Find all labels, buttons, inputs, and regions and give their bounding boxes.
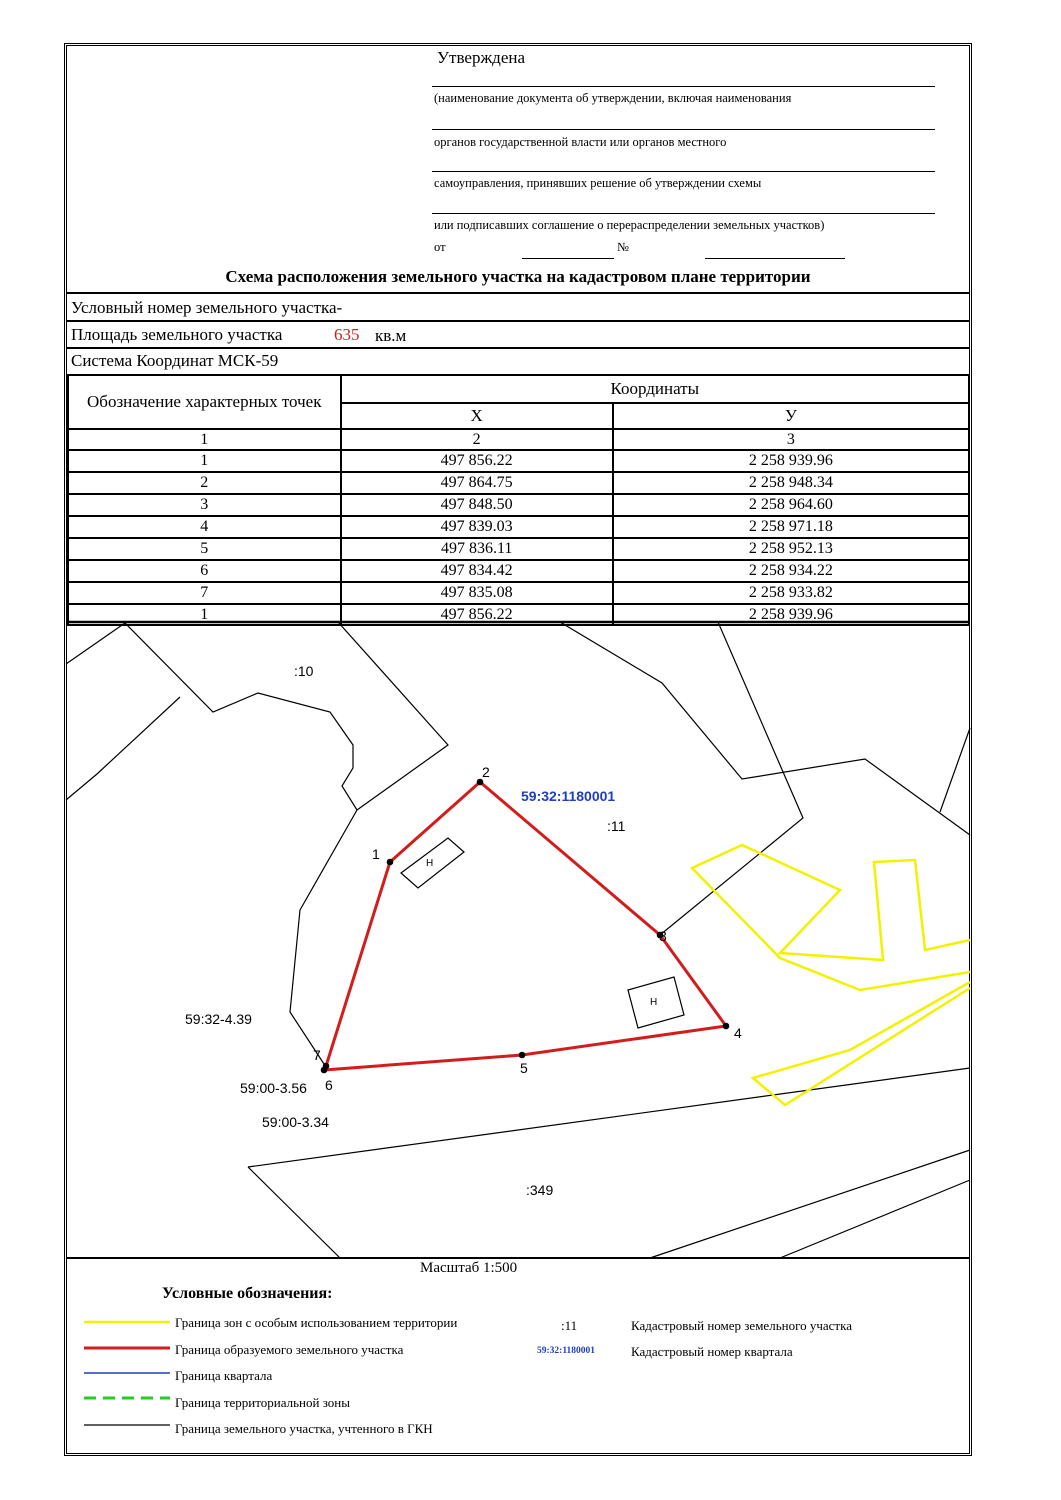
area-unit: кв.м <box>375 326 407 345</box>
x-cell: 497 856.22 <box>341 450 613 472</box>
x-cell: 497 839.03 <box>341 516 613 538</box>
legend-item-territorial-zone: Граница территориальной зоны <box>175 1395 350 1410</box>
point-cell: 1 <box>68 450 341 472</box>
legend-item-parcel: Граница образуемого земельного участка <box>175 1342 404 1357</box>
point-cell: 1 <box>68 604 341 625</box>
area-label: Площадь земельного участка <box>71 325 283 344</box>
quarter-label: 59:32:1180001 <box>521 788 616 804</box>
approval-text-2: органов государственной власти или органов местного <box>434 135 727 149</box>
coord-system: Система Координат МСК-59 <box>71 351 279 370</box>
legend-title: Условные обозначения: <box>162 1285 333 1302</box>
col-num: 1 <box>68 429 341 450</box>
zone-label-2: 59:00-3.56 <box>240 1080 307 1096</box>
y-cell: 2 258 939.96 <box>613 450 969 472</box>
building-label-1: Н <box>426 858 434 869</box>
legend-item-quarter: Граница квартала <box>175 1368 273 1383</box>
y-cell: 2 258 952.13 <box>613 538 969 560</box>
point-cell: 4 <box>68 516 341 538</box>
point-label-3: 3 <box>659 928 667 944</box>
x-cell: 497 848.50 <box>341 494 613 516</box>
point-cell: 5 <box>68 538 341 560</box>
building-label-2: Н <box>650 997 658 1008</box>
approval-from-label: от <box>434 240 446 254</box>
parcel-label-11: :11 <box>607 818 626 834</box>
x-cell: 497 836.11 <box>341 538 613 560</box>
point-cell: 6 <box>68 560 341 582</box>
x-cell: 497 864.75 <box>341 472 613 494</box>
approval-text-4: или подписавших соглашение о перераспределении земельных участков) <box>434 218 825 232</box>
point-label-1: 1 <box>372 846 380 862</box>
point-label-4: 4 <box>734 1025 742 1041</box>
zone-label-3: 59:00-3.34 <box>262 1114 329 1130</box>
approval-text-1: (наименование документа об утверждении, включая наименования <box>434 91 792 105</box>
x-cell: 497 856.22 <box>341 604 613 625</box>
parcel-label-349: :349 <box>526 1182 554 1198</box>
area-value: 635 <box>334 325 360 344</box>
legend-quarter-number-desc: Кадастровый номер квартала <box>631 1344 793 1359</box>
page-title: Схема расположения земельного участка на кадастровом плане территории <box>225 267 811 286</box>
point-label-5: 5 <box>520 1060 528 1076</box>
col-y-header: У <box>613 403 969 429</box>
col-coords-header: Координаты <box>341 375 970 403</box>
point-cell: 2 <box>68 472 341 494</box>
x-cell: 497 835.08 <box>341 582 613 604</box>
x-cell: 497 834.42 <box>341 560 613 582</box>
legend-quarter-number-sample: 59:32:1180001 <box>537 1346 596 1356</box>
y-cell: 2 258 948.34 <box>613 472 969 494</box>
y-cell: 2 258 939.96 <box>613 604 969 625</box>
approval-text-3: самоуправления, принявших решение об утверждении схемы <box>434 176 762 190</box>
col-num: 3 <box>613 429 969 450</box>
y-cell: 2 258 933.82 <box>613 582 969 604</box>
col-x-header: Х <box>341 403 613 429</box>
y-cell: 2 258 964.60 <box>613 494 969 516</box>
approval-title: Утверждена <box>437 48 526 67</box>
legend-parcel-number-desc: Кадастровый номер земельного участка <box>631 1318 852 1333</box>
legend-parcel-number-sample: :11 <box>561 1318 578 1333</box>
parcel-number-label: Условный номер земельного участка- <box>71 298 343 317</box>
point-label-6: 6 <box>325 1077 333 1093</box>
legend-item-zone: Граница зон с особым использованием территории <box>175 1315 458 1330</box>
point-label-2: 2 <box>482 764 490 780</box>
parcel-label-10: :10 <box>294 663 314 679</box>
point-cell: 3 <box>68 494 341 516</box>
point-label-7: 7 <box>313 1047 321 1063</box>
y-cell: 2 258 971.18 <box>613 516 969 538</box>
col-points-header: Обозначение характерных точек <box>68 375 341 429</box>
zone-label-1: 59:32-4.39 <box>185 1011 252 1027</box>
approval-number-label: № <box>617 240 629 254</box>
y-cell: 2 258 934.22 <box>613 560 969 582</box>
map-scale: Масштаб 1:500 <box>420 1260 518 1276</box>
col-num: 2 <box>341 429 613 450</box>
point-cell: 7 <box>68 582 341 604</box>
legend-item-registered-parcel: Граница земельного участка, учтенного в ГКН <box>175 1421 433 1436</box>
